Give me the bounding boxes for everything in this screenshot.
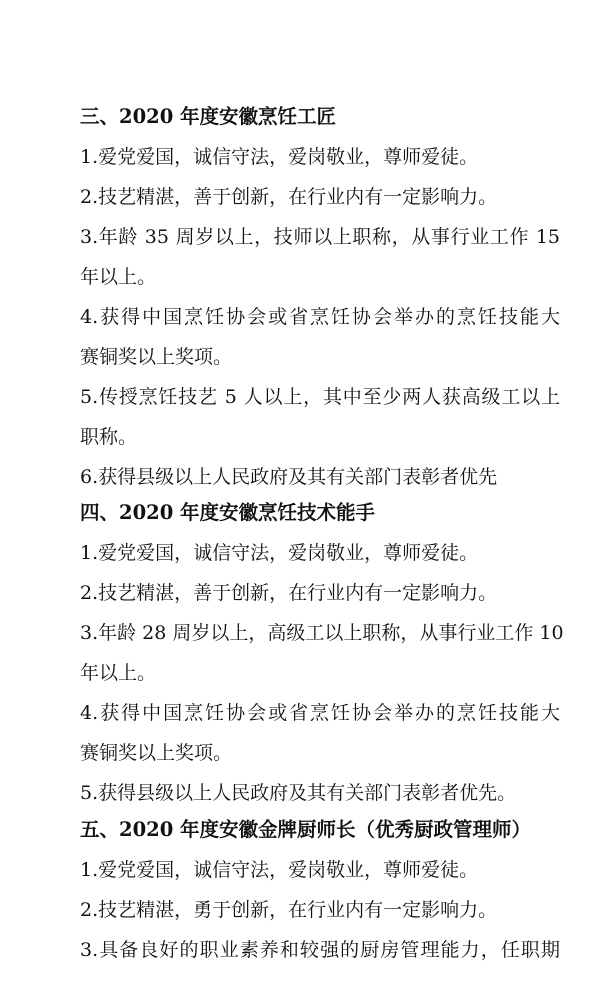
list-item: 2.技艺精湛，善于创新，在行业内有一定影响力。 bbox=[80, 186, 498, 208]
list-item-continuation: 赛铜奖以上奖项。 bbox=[80, 742, 233, 764]
list-item: 2.技艺精湛，勇于创新，在行业内有一定影响力。 bbox=[80, 899, 498, 921]
list-item: 1.爱党爱国，诚信守法，爱岗敬业，尊师爱徒。 bbox=[80, 859, 479, 881]
list-item: 1.爱党爱国，诚信守法，爱岗敬业，尊师爱徒。 bbox=[80, 542, 479, 564]
list-item-continuation: 职称。 bbox=[80, 426, 138, 448]
list-item: 3.年龄 35 周岁以上，技师以上职称，从事行业工作 15 bbox=[80, 226, 560, 248]
list-item-continuation: 年以上。 bbox=[80, 266, 157, 288]
list-item: 5.传授烹饪技艺 5 人以上，其中至少两人获高级工以上 bbox=[80, 386, 560, 408]
list-item: 6.获得县级以上人民政府及其有关部门表彰者优先 bbox=[80, 466, 498, 488]
list-item: 2.技艺精湛，善于创新，在行业内有一定影响力。 bbox=[80, 582, 498, 604]
section-heading: 五、2020 年度安徽金牌厨师长（优秀厨政管理师） bbox=[80, 818, 532, 841]
list-item: 5.获得县级以上人民政府及其有关部门表彰者优先。 bbox=[80, 782, 517, 804]
list-item-continuation: 年以上。 bbox=[80, 662, 157, 684]
list-item: 3.年龄 28 周岁以上，高级工以上职称，从事行业工作 10 bbox=[80, 622, 564, 644]
list-item: 1.爱党爱国，诚信守法，爱岗敬业，尊师爱徒。 bbox=[80, 146, 479, 168]
list-item: 4.获得中国烹饪协会或省烹饪协会举办的烹饪技能大 bbox=[80, 702, 560, 724]
section-heading: 三、2020 年度安徽烹饪工匠 bbox=[80, 105, 337, 128]
section-heading: 四、2020 年度安徽烹饪技术能手 bbox=[80, 501, 376, 524]
list-item: 3.具备良好的职业素养和较强的厨房管理能力，任职期 bbox=[80, 939, 560, 961]
list-item: 4.获得中国烹饪协会或省烹饪协会举办的烹饪技能大 bbox=[80, 306, 560, 328]
list-item-continuation: 赛铜奖以上奖项。 bbox=[80, 346, 233, 368]
